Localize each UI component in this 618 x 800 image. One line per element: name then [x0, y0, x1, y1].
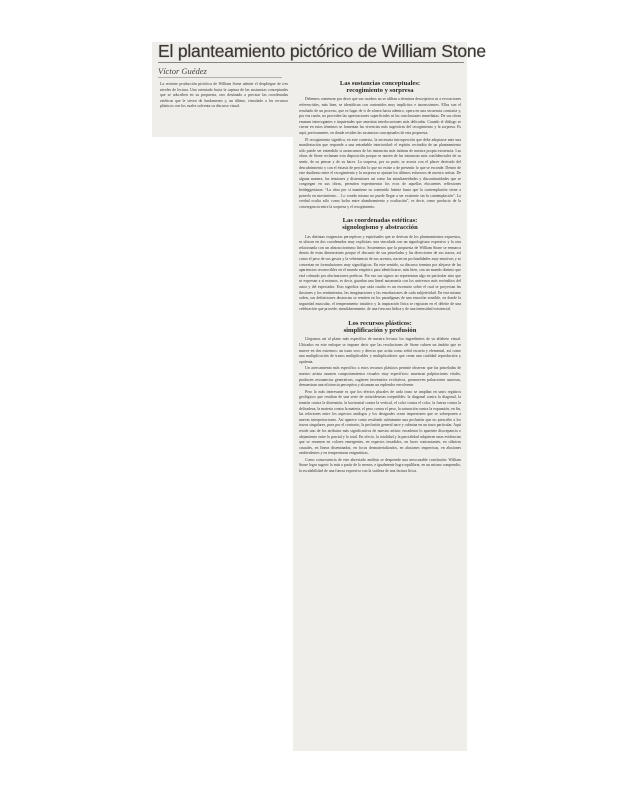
section-resources — [299, 320, 461, 475]
section-paragraph: Llegamos así al plano más específico de nuestra lectura: los ingredientes de su alfabeto visual. Ubicados en este enfoque se impone decir que las resoluciones de Stone cubren un ámbito que se mueve en dos extremos: un trazo seco y directo que actúa como señal escueta y elemental, así como una multiplicación de trazos multiplicables y multiplicadores que crean una cualidad reproductiva y opulenta. — [299, 337, 461, 364]
article-body-column — [299, 80, 461, 476]
section-paragraph: Debemos comenzar por decir que sus cuadros no se afilian a términos descriptivos ni a evocaciones referenciales, más bien, se identifican con contenidos muy implícitos e inconscientes. Ellos son el resultado de un proceso, que es lugar de ir de afuera hacia adentro, opera en una secuencia contraria y, por esa razón, no proceden las apreciaciones superficiales ni las conclusiones inmediatas. De sus obras emanan interrogantes e inquietudes que ameritan interlocuciones más delicadas. Cuando el diálogo se cierne en estos términos se fomentan las vivencias más sugestivas del recogimiento y la sorpresa. Es aquí, precisamente, en donde residen las sustancias conceptuales de esta propuesta. — [299, 97, 461, 135]
section-heading — [299, 80, 461, 94]
section-heading-line1: Las sustancias conceptuales: — [339, 80, 421, 87]
section-heading — [299, 320, 461, 334]
section-heading-line1: Los recursos plásticos: — [348, 320, 412, 327]
section-heading-line2: signologismo y abstracción — [342, 224, 418, 232]
section-heading — [299, 217, 461, 231]
section-paragraph: El recogimiento significa, en este contexto, la necesaria introspección que debe adoptarse ante una manifestación que responde a una entrañable interioridad: el espíritu recóndito de un planteamiento sólo puede ser entendido si arrancamos de las instancias más íntimas de nuestra propia existencia. Las obras de Stone reclaman esta disposición porque se nutren de las instancias más confidenciales de su sentir, de su pensar y de su hacer. La sorpresa, por su parte, se asocia con el placer derivado del descubrimiento y con el éxtasis de percibir lo que no existe o de presentir lo que se esconde. Dentro de este dualismo entre el recogimiento y la sorpresa se ajustan los últimos esfuerzos de nuestro artista. De alguna manera, las tensiones y distensiones así como las simultaneidades y discontinuidades que se congregan en sus obras, permiten experimentar los ecos de aquellas elocuentes reflexiones heideggerianas: “La obra por sí mantiene su contenido latente hasta que la contemplación viene a ponerlo en movimiento… Lo creado mismo no puede llegar a ser existente sin la contemplación”. La verdad oculta sólo como lucha entre alumbramiento y ocultación”, es decir, como producto de la convergencia entre la sorpresa y el recogimiento. — [299, 137, 461, 209]
section-concepts — [299, 80, 461, 210]
section-paragraph: Como consecuencia de este abreviado análisis se desprende una inexcusable conclusión: William Stone logra sugerir lo más a partir de lo menos, e igualmente logra equilibrar, en un mismo compendio, la escalabilidad de una fuerza expresiva con la sutileza de una factura lírica. — [299, 457, 461, 474]
article-author: Víctor Guédez — [158, 66, 207, 76]
section-paragraph: Pero lo más interesante es que los efectos plurales de cada trazo se amplían en unos registros geológicos que resultan de una serie de coincidencias irrepetibles: la diagonal contra la diagonal, la tensión contra la distensión, la horizontal contra la vertical, el color contra el color, la fuerza contra la delicadeza, la materia contra la materia, el peso contra el peso, la saturación contra la expansión, en fin, las relaciones entre los aspectos análogos y los desiguales crean impresiones que se sobreponen a nuevas interpretaciones. Así aparece como resultado culminante una profusión que no prescribe a los trazos singulares, pues por el contrario, la profusión general nace y culmina en un trazo particular. Aquí reside uno de los atributos más significativos de nuestro artista: encadenar lo aparente discrepancia o alejamiento entre lo parcial y lo total. En efecto, la totalidad y la parcialidad adquieren unas evidencias que se resumen en colores emergentes, en espacios invadidos, en luces contrastantes, en rúbricas casuales, en líneas diseminadas, en focos desmaterializados, en alusiones imprecisas, en alusiones ambivalentes y en temperaturas enigmáticas. — [299, 389, 461, 456]
lead-paragraph: La reciente producción pictórica de William Stone admite el despliegue de tres niveles de lectura. Uno orientado hacia la captura de las sustancias conceptuales que se adscriben en su propuesta, otro destinado a precisar las coordenadas estéticas que le sirven de fundamento y, un último, vinculado a los recursos plásticos con los cuales solventa su discurso visual. — [160, 82, 288, 109]
section-heading-line2: simplificación y profusión — [343, 327, 417, 335]
section-heading-line2: recogimiento y sorpresa — [346, 87, 414, 95]
article-title: El planteamiento pictórico de William Stone — [158, 41, 486, 61]
title-divider — [158, 62, 464, 63]
author-divider — [158, 77, 282, 78]
section-aesthetics — [299, 217, 461, 313]
section-paragraph: Un acercamiento más específico a estos recursos plásticos permite observar que las pinceladas de nuestro artista asumen comportamientos visuales muy específicos: muestran palpitaciones vitales, producen resonancias generativas, sugieren inventarios evolutivos, promueven pulsaciones azarosas, demuestran una eficiencia perceptiva y alcanzan un esplendor envolvente. — [299, 366, 461, 388]
section-heading-line1: Las coordenadas estéticas: — [342, 217, 418, 225]
section-paragraph: Las distintas exigencias perceptivas y espirituales que se derivan de los planteamientos expuestos, se ubican en dos coordenadas muy explícitas: una vinculada con un signologismo expresivo y la otra relacionada con un abstraccionismo lírico. Sostenemos que la propuesta de William Stone se enmarca dentro de estas dimensiones porque el discurrir de sus pinceladas y las direcciones de sus trazos, así como el peso de sus gestos y la vehemencia de sus acentos, nacen en profundidades muy emotivas y se concretan en formulaciones muy signológicas. En este sentido, su discurso termina por alejarse de las apariencias reconocibles en el mundo empírico para identificarse, más bien, con un mundo distinto que está colmado por alucinaciones poéticas. Por eso sus signos no representan algo en particular sino que se expresan a sí mismos, es decir, guardan una lineal autonomía con los universos más recónditos del autor y del espectador. Esto significa que cada cuadro es un escenario sobre el cual se proyectan las ilusiones y los sentimientos, las imaginaciones y las ensoñaciones de cada subjetividad. En este mismo orden, sus definiciones abstractas se remiten en los paradigmas de una emoción sensible, en donde la seguridad muscular, el temperamento intuitivo y la inspiración lírica se registran en el deleite de una celebración que procede, simultáneamente, de una frescura lúdica y de una intensidad existencial. — [299, 234, 461, 312]
